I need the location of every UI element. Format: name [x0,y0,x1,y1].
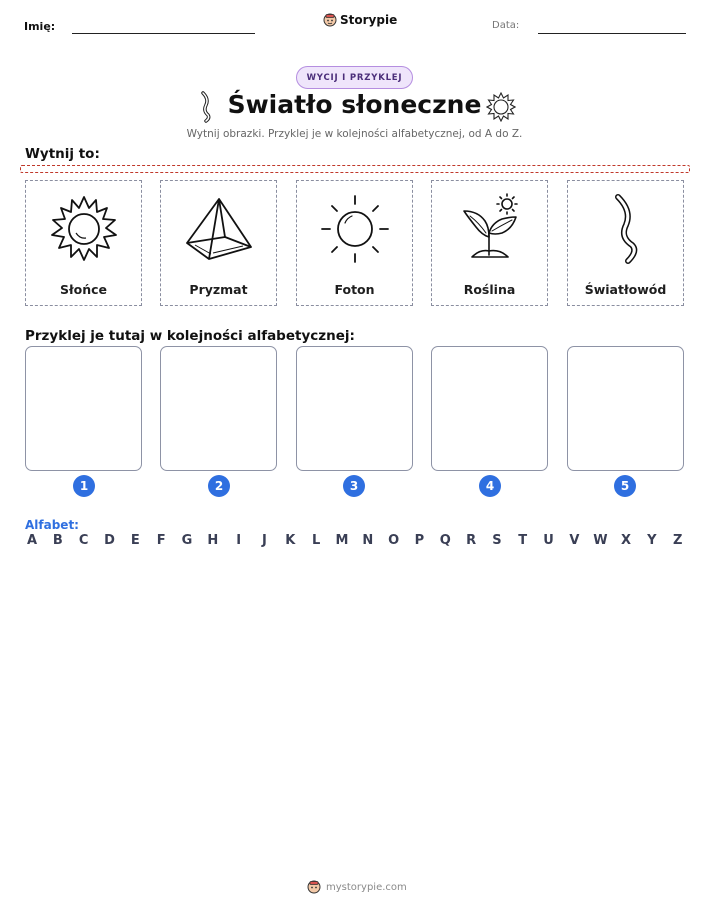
alphabet-letter: F [156,533,166,548]
plant-icon [452,191,528,267]
photon-sun-icon [317,191,393,267]
cut-card-swiatlowod[interactable] [567,180,684,306]
alphabet-letter: H [207,533,219,548]
optical-fiber-icon [588,191,664,267]
sun-icon [486,92,516,122]
alphabet-letter: Q [439,533,451,548]
date-label: Data: [492,20,520,31]
date-line [538,33,686,34]
page-title: Światło słoneczne [227,90,482,119]
cut-section-label: Wytnij to: [25,146,100,162]
cut-card-slonce[interactable] [25,180,142,306]
alphabet-letter: V [569,533,580,548]
alphabet-letter: P [414,533,425,548]
footer [307,880,407,894]
alphabet-letter: R [466,533,477,548]
number-badge-2: 2 [208,475,230,497]
alphabet-letter: A [26,533,38,548]
cut-card-pryzmat[interactable] [160,180,277,306]
alphabet-letter: U [543,533,554,548]
paste-box-2[interactable] [160,346,277,471]
alphabet-letter: Y [647,533,657,548]
number-badge-1: 1 [73,475,95,497]
alphabet-letter: D [104,533,115,548]
cut-card-label: Foton [334,282,375,297]
prism-icon [181,191,257,267]
cut-card-label: Pryzmat [189,282,248,297]
storypie-mascot-icon [307,880,321,894]
alphabet-letter: B [52,533,63,548]
number-badge-4: 4 [479,475,501,497]
alphabet-letter: L [311,533,321,548]
paste-box-3[interactable] [296,346,413,471]
alphabet-letter: I [236,533,242,548]
alphabet-label: Alfabet: [25,518,79,532]
name-label: Imię: [24,20,56,33]
paste-box-4[interactable] [431,346,548,471]
alphabet-letter: J [262,533,267,548]
cut-card-label: Roślina [463,282,516,297]
cut-card-label: Światłowód [584,282,667,297]
alphabet-letter: Z [672,533,683,548]
alphabet-letter: O [388,533,400,548]
alphabet-letter: X [621,533,632,548]
alphabet-letter: W [593,533,608,548]
alphabet-letter: M [335,533,349,548]
alphabet-letter: G [181,533,193,548]
alphabet-letter: T [518,533,528,548]
logo-text: Storypie [340,13,398,27]
paste-section-label: Przyklej je tutaj w kolejności alfabetycznej: [25,328,355,344]
cut-card-label: Słońce [59,282,107,297]
alphabet-letter: E [130,533,140,548]
footer-url: mystorypie.com [326,881,407,893]
paste-box-5[interactable] [567,346,684,471]
alphabet-row [25,533,685,548]
alphabet-letter: S [492,533,502,548]
name-line [72,33,255,34]
instructions: Wytnij obrazki. Przyklej je w kolejności alfabetycznej, od A do Z. [186,128,523,140]
paste-box-1[interactable] [25,346,142,471]
alphabet-letter: K [285,533,296,548]
number-badge-3: 3 [343,475,365,497]
alphabet-letter: N [362,533,374,548]
activity-badge: WYCIJ I PRZYKLEJ [296,66,413,89]
cut-line [20,165,690,173]
storypie-logo [323,13,397,27]
cut-card-foton[interactable] [296,180,413,306]
number-badge-5: 5 [614,475,636,497]
storypie-mascot-icon [323,13,337,27]
cut-card-roslina[interactable] [431,180,548,306]
alphabet-letter: C [78,533,89,548]
sun-face-icon [46,191,122,267]
